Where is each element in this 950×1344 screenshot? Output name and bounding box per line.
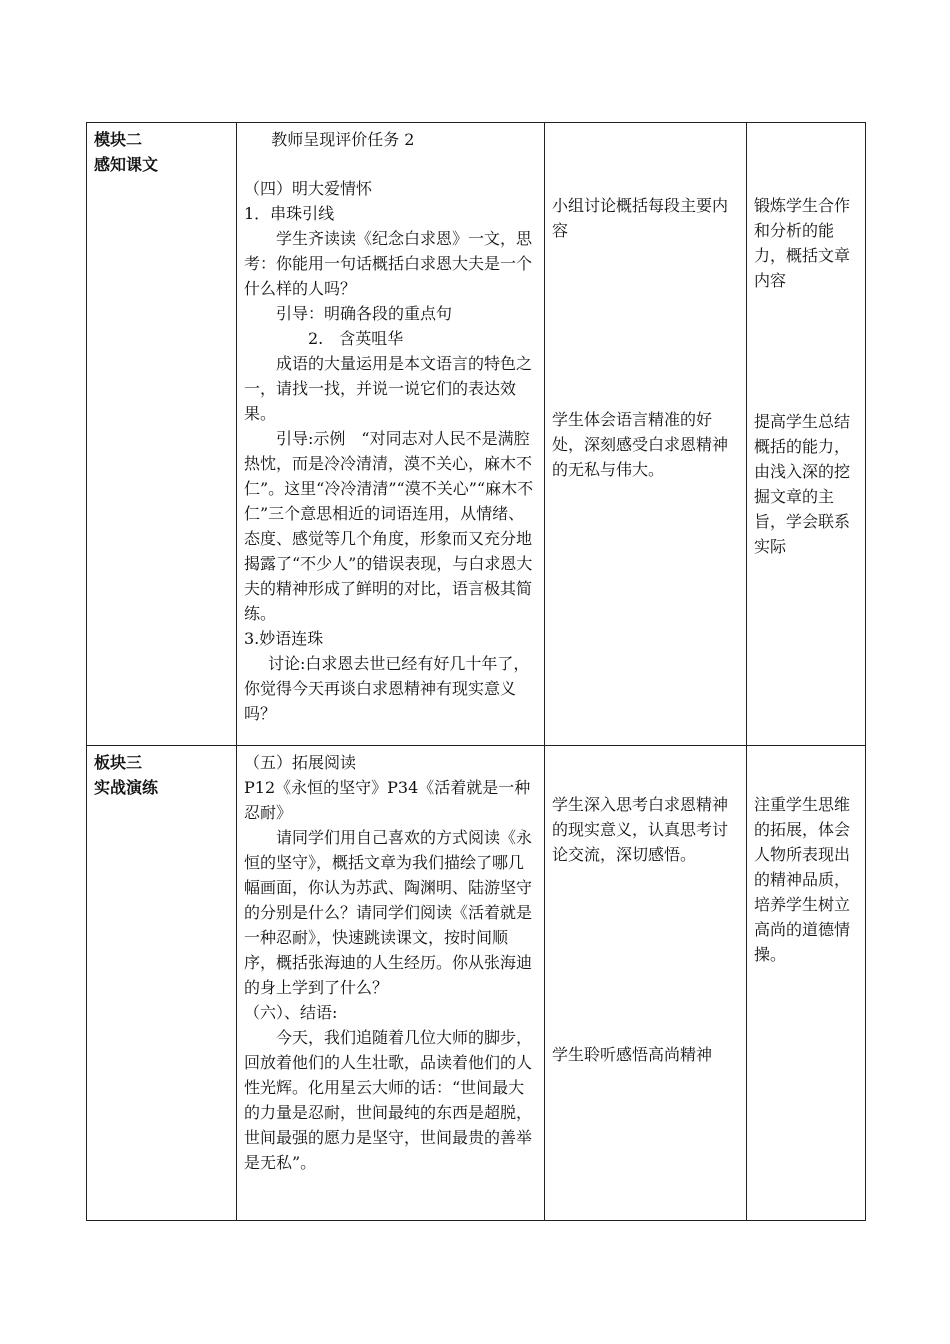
reading-list: P12《永恒的坚守》P34《活着就是一种忍耐》	[244, 778, 531, 822]
section-heading: （四）明大爱情怀	[244, 179, 373, 198]
student-activity: 学生聆听感悟高尚精神	[552, 1045, 713, 1064]
student-activity: 学生深入思考白求恩精神的现实意义，认真思考讨论交流，深切感悟。	[552, 795, 729, 864]
design-intent: 注重学生思维的拓展，体会人物所表现出的精神品质，培养学生树立高尚的道德情操。	[754, 795, 851, 964]
step-guide: 引导:示例 “对同志对人民不是满腔热忱，而是冷冷清清，漠不关心，麻木不仁”。这里“冷冷清清”“漠不关心”“麻木不仁”三个意思相近的词语连用，从情绪、态度、感觉等几个角度，形象而又充分地揭露了“不少人”的错误表现，与白求恩大夫的精神形成了鲜明的对比，语言极其简练。	[244, 429, 534, 623]
step-title: 1．串珠引线	[244, 204, 335, 223]
table-row	[87, 123, 866, 746]
design-intent: 提高学生总结概括的能力，由浅入深的挖掘文章的主旨，学会联系实际	[754, 412, 851, 556]
design-intent: 锻炼学生合作和分析的能力，概括文章内容	[754, 196, 851, 290]
module-subtitle: 感知课文	[94, 155, 159, 174]
student-activity-cell	[545, 123, 747, 746]
reading-task: 请同学们用自己喜欢的方式阅读《永恒的坚守》，概括文章为我们描绘了哪几幅画面，你认为苏武、陶渊明、陆游坚守的分别是什么？请同学们阅读《活着就是一种忍耐》，快速跳读课文，按时间顺序，概括张海迪的人生经历。你从张海迪的身上学到了什么？	[244, 828, 533, 997]
teacher-activity-cell	[237, 123, 545, 746]
design-intent-cell	[747, 123, 866, 746]
table-row	[87, 746, 866, 1221]
section-heading: （六）、结语:	[244, 1003, 338, 1022]
student-activity: 小组讨论概括每段主要内容	[552, 196, 729, 240]
module-title: 模块二	[94, 130, 143, 149]
teacher-activity-cell	[237, 746, 545, 1221]
closing-text: 今天，我们追随着几位大师的脚步，回放着他们的人生壮歌，品读着他们的人性光辉。化用星云大师的话：“世间最大的力量是忍耐，世间最纯的东西是超脱，世间最强的愿力是坚守，世间最贵的善举是无私”。	[244, 1028, 533, 1172]
step-text: 成语的大量运用是本文语言的特色之一，请找一找，并说一说它们的表达效果。	[244, 354, 533, 423]
step-title: 3.妙语连珠	[244, 629, 324, 648]
module-cell	[87, 123, 237, 746]
step-guide: 引导：明确各段的重点句	[276, 304, 453, 323]
step-text: 学生齐读读《纪念白求恩》一文，思考：你能用一句话概括白求恩大夫是一个什么样的人吗？	[244, 229, 533, 298]
lesson-plan-table	[86, 122, 866, 1221]
step-title: 2. 含英咀华	[308, 329, 404, 348]
module-cell	[87, 746, 237, 1221]
teacher-task: 教师呈现评价任务 2	[271, 130, 415, 149]
module-title: 板块三	[94, 753, 143, 772]
step-text: 讨论:白求恩去世已经有好几十年了，你觉得今天再谈白求恩精神有现实意义吗？	[244, 654, 530, 723]
section-heading: （五）拓展阅读	[244, 753, 357, 772]
student-activity-cell	[545, 746, 747, 1221]
module-subtitle: 实战演练	[94, 778, 159, 797]
student-activity: 学生体会语言精准的好处，深刻感受白求恩精神的无私与伟大。	[552, 410, 729, 479]
design-intent-cell	[747, 746, 866, 1221]
